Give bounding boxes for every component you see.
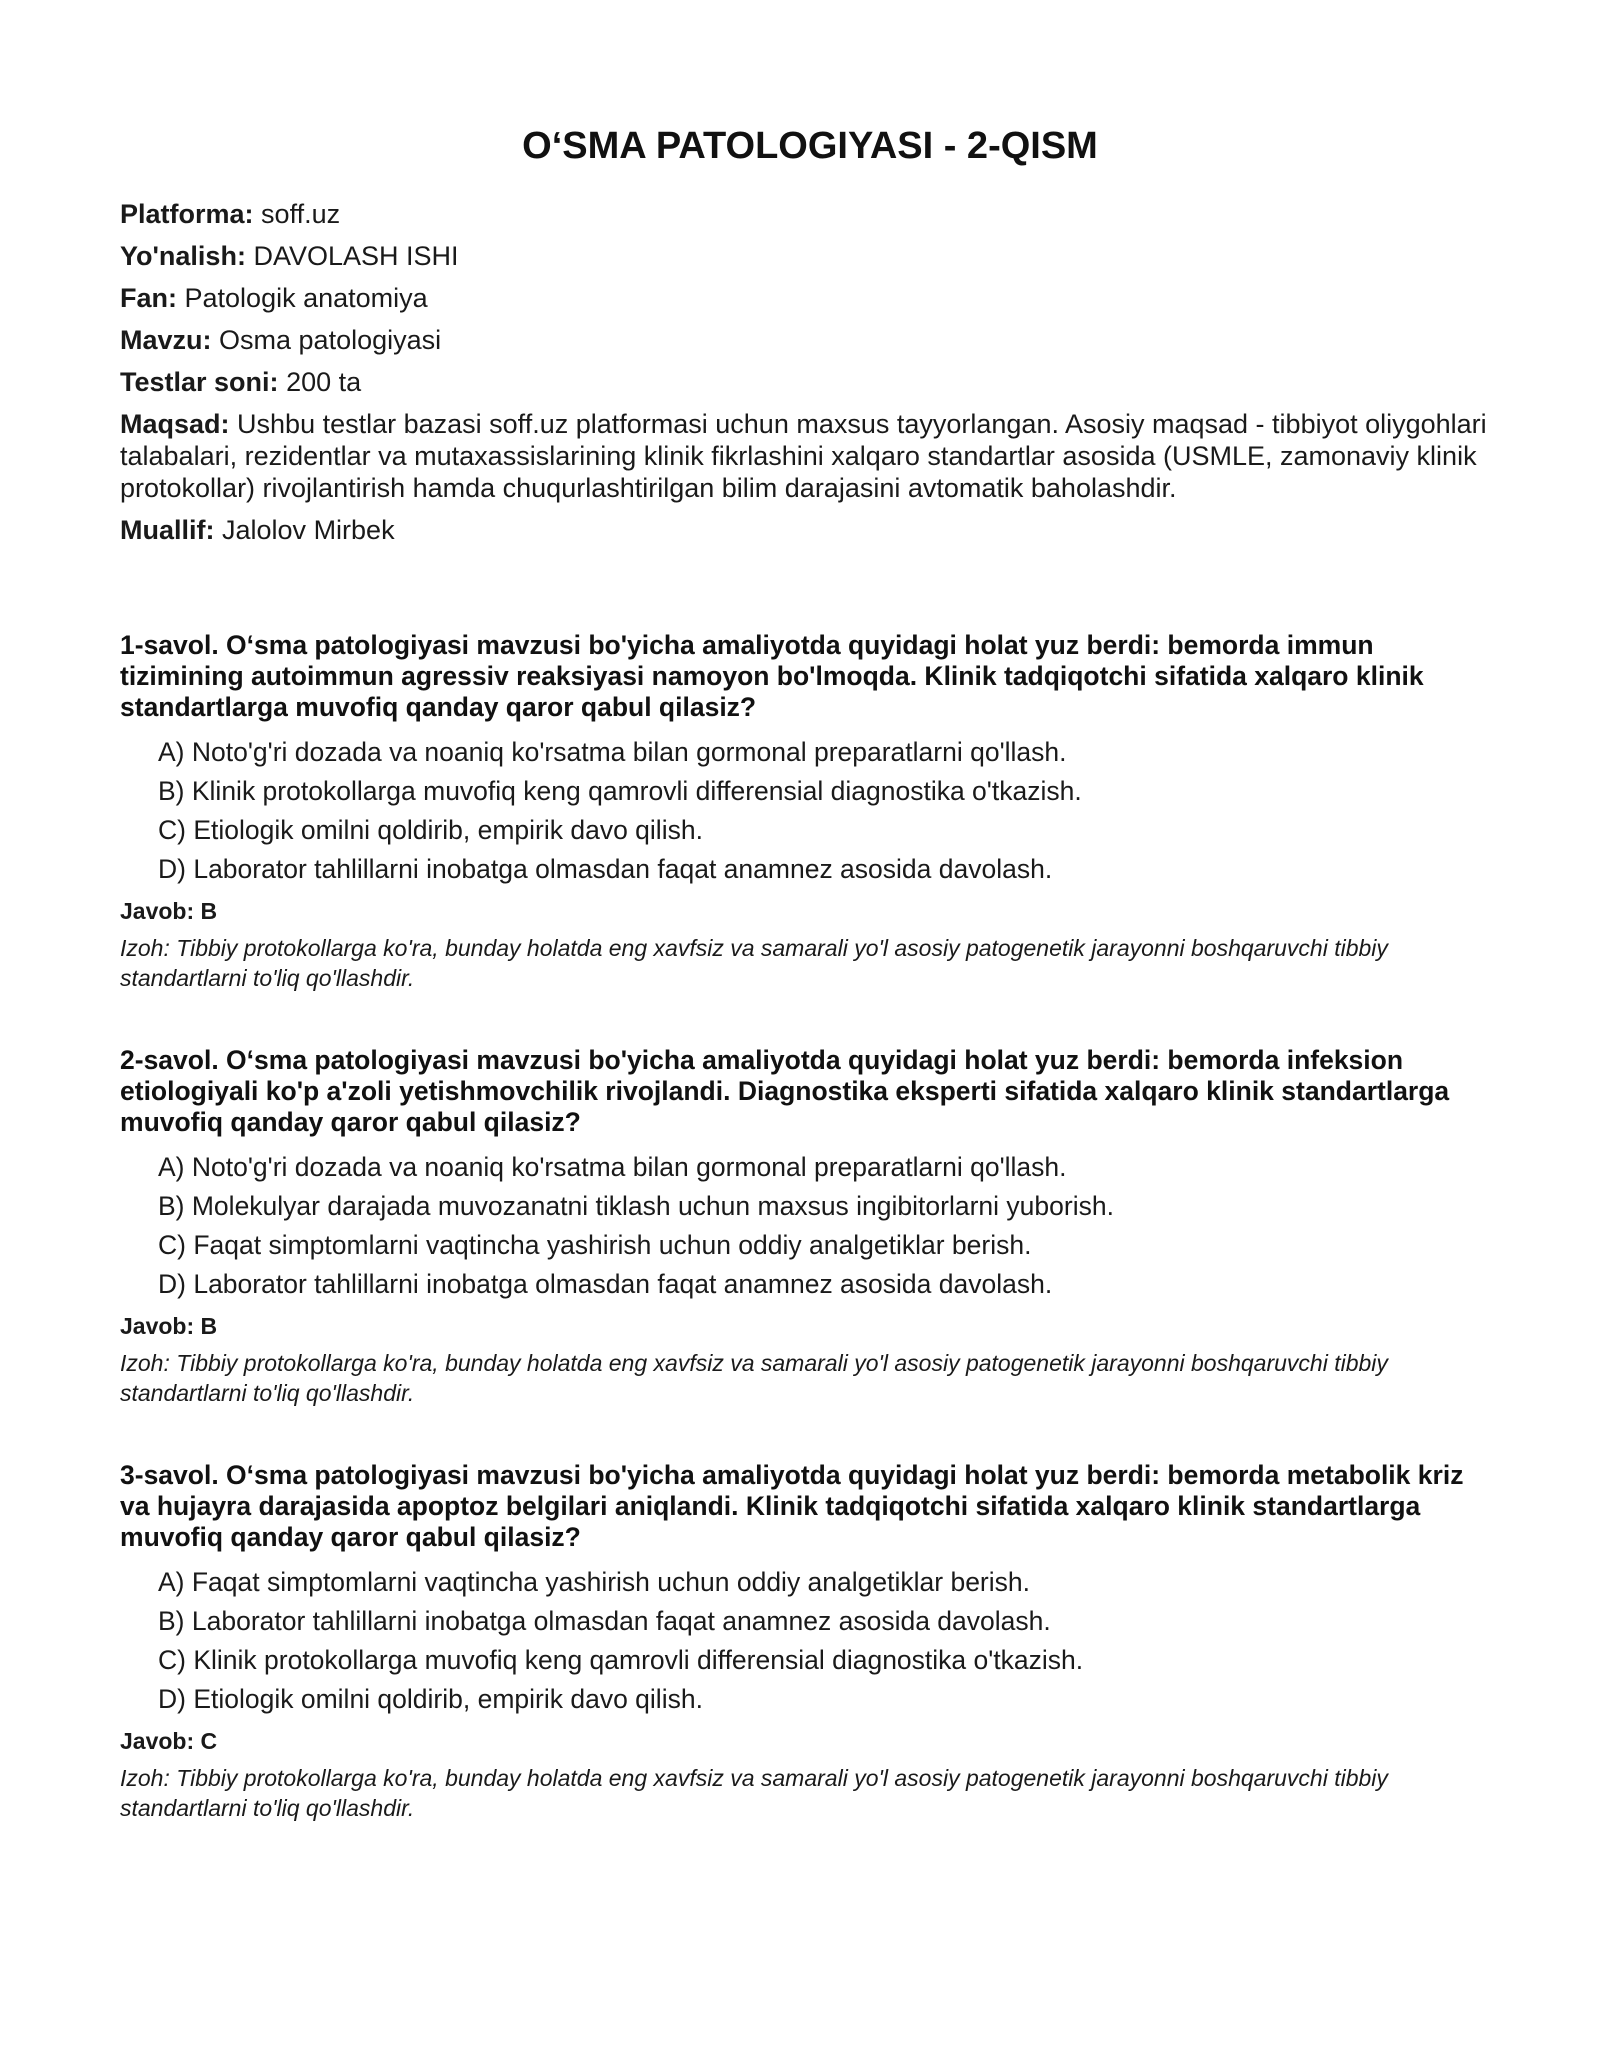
answer-label: Javob: B (120, 898, 218, 924)
meta-subject (120, 282, 1500, 314)
document-page (120, 124, 1500, 1875)
option-b: B) Klinik protokollarga muvofiq keng qamrovli differensial diagnostika o'tkazish. (158, 776, 1082, 806)
question-text: 2-savol. O‘sma patologiyasi mavzusi bo'yicha amaliyotda quyidagi holat yuz berdi: bemorda infeksion etiologiyali ko'p a'zoli yetishmovchilik rivojlandi. Diagnostika eksperti sifatida xalqaro klinik standartlarga muvofiq qanday qaror qabul qilasiz? (120, 1045, 1450, 1137)
meta-value: soff.uz (261, 199, 341, 229)
option-c: C) Faqat simptomlarni vaqtincha yashirish uchun oddiy analgetiklar berish. (158, 1230, 1032, 1260)
meta-topic (120, 324, 1500, 356)
meta-value: Jalolov Mirbek (222, 515, 395, 545)
meta-value: Patologik anatomiya (184, 283, 428, 313)
option-c: C) Klinik protokollarga muvofiq keng qamrovli differensial diagnostika o'tkazish. (158, 1645, 1084, 1675)
option-b: B) Molekulyar darajada muvozanatni tiklash uchun maxsus ingibitorlarni yuborish. (158, 1191, 1114, 1221)
explanation-note: Izoh: Tibbiy protokollarga ko'ra, bunday holatda eng xavfsiz va samarali yo'l asosiy patogenetik jarayonni boshqaruvchi tibbiy standartlarni to'liq qo'llashdir. (120, 1350, 1388, 1406)
option-c: C) Etiologik omilni qoldirib, empirik davo qilish. (158, 815, 703, 845)
meta-value: Osma patologiyasi (219, 325, 442, 355)
question-text: 1-savol. O‘sma patologiyasi mavzusi bo'yicha amaliyotda quyidagi holat yuz berdi: bemorda immun tizimining autoimmun agressiv reaksiyasi namoyon bo'lmoqda. Klinik tadqiqotchi sifatida xalqaro klinik standartlarga muvofiq qanday qaror qabul qilasiz? (120, 630, 1424, 722)
meta-key: Platforma: (120, 199, 254, 229)
meta-value: DAVOLASH ISHI (253, 241, 459, 271)
options-list (120, 1152, 1500, 1300)
option-a: A) Noto'g'ri dozada va noaniq ko'rsatma bilan gormonal preparatlarni qo'llash. (158, 1152, 1067, 1182)
metadata-section (120, 198, 1500, 546)
meta-goal (120, 408, 1500, 504)
option-d: D) Laborator tahlillarni inobatga olmasdan faqat anamnez asosida davolash. (158, 854, 1053, 884)
meta-key: Mavzu: (120, 325, 212, 355)
option-d: D) Laborator tahlillarni inobatga olmasdan faqat anamnez asosida davolash. (158, 1269, 1053, 1299)
meta-key: Testlar soni: (120, 367, 279, 397)
option-d: D) Etiologik omilni qoldirib, empirik davo qilish. (158, 1684, 703, 1714)
answer-label: Javob: C (120, 1728, 218, 1754)
meta-value: Ushbu testlar bazasi soff.uz platformasi uchun maxsus tayyorlangan. Asosiy maqsad - tibbiyot oliygohlari talabalari, rezidentlar va mutaxassislarining klinik fikrlashini xalqaro standartlar asosida (USMLE, zamonaviy klinik protokollar) rivojlantirish hamda chuqurlashtirilgan bilim darajasini avtomatik baholashdir. (120, 409, 1487, 503)
meta-key: Yo'nalish: (120, 241, 246, 271)
meta-key: Maqsad: (120, 409, 230, 439)
meta-test-count (120, 366, 1500, 398)
option-b: B) Laborator tahlillarni inobatga olmasdan faqat anamnez asosida davolash. (158, 1606, 1051, 1636)
meta-key: Muallif: (120, 515, 215, 545)
document-title: O‘SMA PATOLOGIYASI - 2-QISM (522, 125, 1098, 167)
meta-author (120, 514, 1500, 546)
meta-key: Fan: (120, 283, 177, 313)
meta-platform (120, 198, 1500, 230)
questions-list (120, 630, 1500, 1823)
options-list (120, 1567, 1500, 1715)
question-item (120, 1460, 1500, 1823)
meta-direction (120, 240, 1500, 272)
option-a: A) Noto'g'ri dozada va noaniq ko'rsatma bilan gormonal preparatlarni qo'llash. (158, 737, 1067, 767)
option-a: A) Faqat simptomlarni vaqtincha yashirish uchun oddiy analgetiklar berish. (158, 1567, 1030, 1597)
answer-label: Javob: B (120, 1313, 218, 1339)
options-list (120, 737, 1500, 885)
meta-value: 200 ta (286, 367, 362, 397)
explanation-note: Izoh: Tibbiy protokollarga ko'ra, bunday holatda eng xavfsiz va samarali yo'l asosiy patogenetik jarayonni boshqaruvchi tibbiy standartlarni to'liq qo'llashdir. (120, 1765, 1388, 1821)
question-item (120, 1045, 1500, 1408)
question-item (120, 630, 1500, 993)
explanation-note: Izoh: Tibbiy protokollarga ko'ra, bunday holatda eng xavfsiz va samarali yo'l asosiy patogenetik jarayonni boshqaruvchi tibbiy standartlarni to'liq qo'llashdir. (120, 935, 1388, 991)
question-text: 3-savol. O‘sma patologiyasi mavzusi bo'yicha amaliyotda quyidagi holat yuz berdi: bemorda metabolik kriz va hujayra darajasida apoptoz belgilari aniqlandi. Klinik tadqiqotchi sifatida xalqaro klinik standartlarga muvofiq qanday qaror qabul qilasiz? (120, 1460, 1464, 1552)
